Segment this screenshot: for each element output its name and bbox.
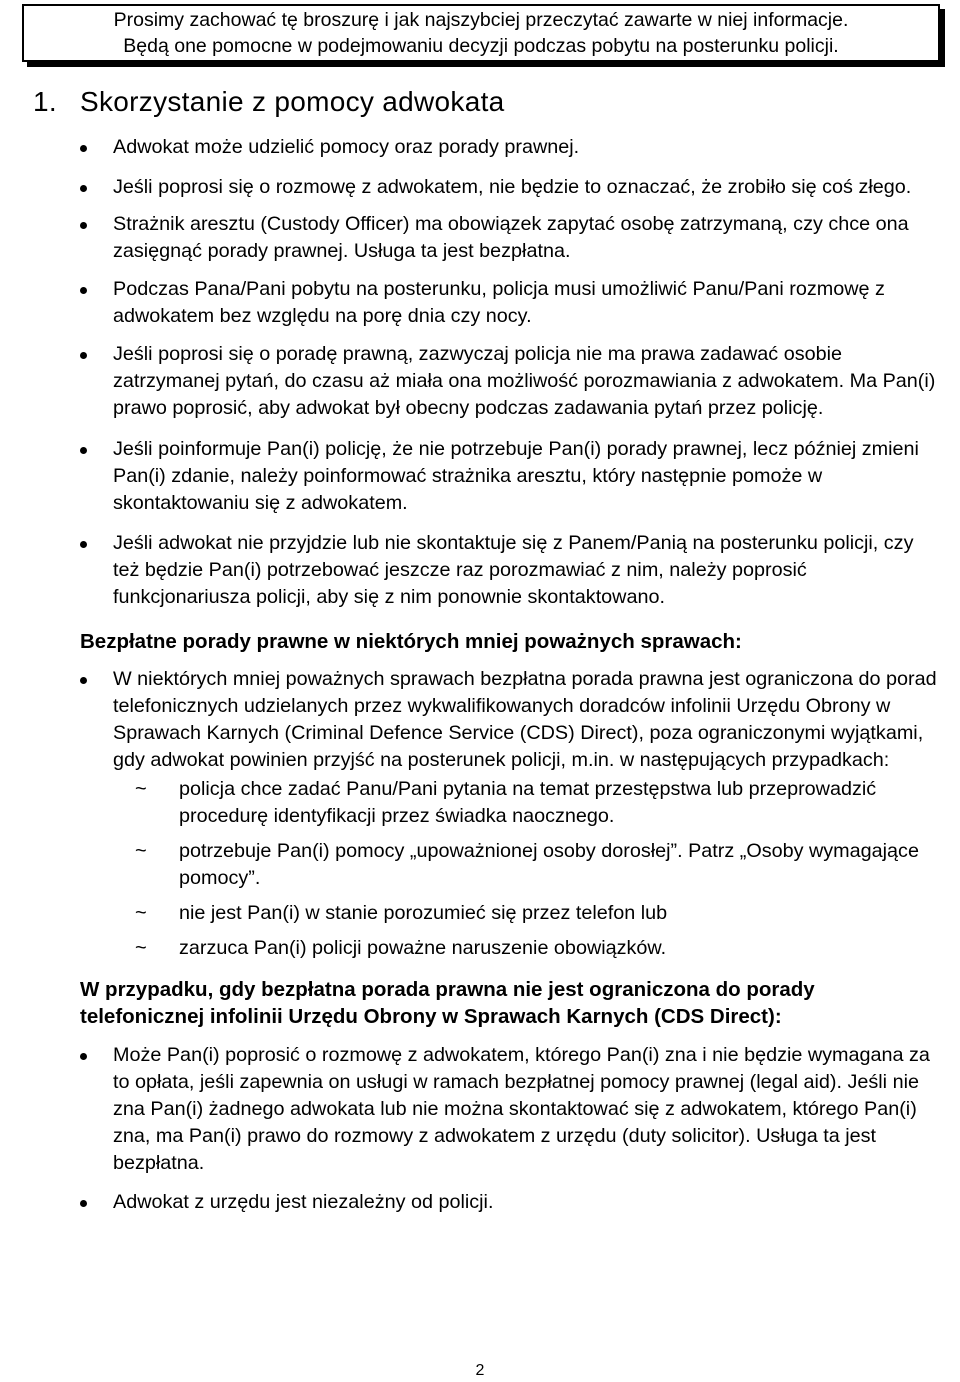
section-3-heading: W przypadku, gdy bezpłatna porada prawna nie jest ograniczona do porady telefonicznej infolinii Urzędu Obrony w Sprawach Karnych (CDS Direct): xyxy=(80,978,815,1028)
bullet-icon xyxy=(80,1200,87,1207)
bullet-icon xyxy=(80,447,87,454)
section-1-heading xyxy=(33,86,505,118)
page-number: 2 xyxy=(475,1362,485,1379)
tilde-bullet-icon: ~ xyxy=(135,902,147,924)
section-3-bullet-list xyxy=(80,1042,940,1216)
bullet-icon xyxy=(80,287,87,294)
bullet-icon xyxy=(80,1053,87,1060)
notice-line-1: Prosimy zachować tę broszurę i jak najszybciej przeczytać zawarte w niej informacje. xyxy=(113,9,849,31)
section-1-bullet-list xyxy=(80,134,940,611)
bullet-icon xyxy=(80,185,87,192)
bullet-icon xyxy=(80,222,87,229)
bullet-icon xyxy=(80,541,87,548)
section-2-bullet-list xyxy=(80,666,940,962)
list-item: ~ potrzebuje Pan(i) pomocy „upoważnionej osoby dorosłej”. Patrz „Osoby wymagające pomocy”. xyxy=(135,840,919,889)
list-item: ~ zarzuca Pan(i) policji poważne naruszenie obowiązków. xyxy=(80,935,940,962)
list-item: Adwokat może udzielić pomocy oraz porady prawnej. xyxy=(80,134,940,161)
bullet-icon xyxy=(80,352,87,359)
list-item: Jeśli adwokat nie przyjdzie lub nie skontaktuje się z Panem/Panią na posterunku policji, czy też będzie Pan(i) potrzebować jeszcze raz porozmawiać z nim, należy poprosić funkcjonariusza policji, aby się z nim ponownie skontaktowano. xyxy=(80,530,940,611)
list-item: Jeśli poprosi się o rozmowę z adwokatem, nie będzie to oznaczać, że zrobiło się coś złego. xyxy=(80,174,940,201)
list-item: Strażnik aresztu (Custody Officer) ma obowiązek zapytać osobę zatrzymaną, czy chce ona zasięgnąć porady prawnej. Usługa ta jest bezpłatna. xyxy=(80,211,940,265)
section-1-title: Skorzystanie z pomocy adwokata xyxy=(80,86,505,117)
bullet-icon xyxy=(80,145,87,152)
list-item: Podczas Pana/Pani pobytu na posterunku, policja musi umożliwić Panu/Pani rozmowę z adwokatem bez względu na porę dnia czy nocy. xyxy=(80,276,940,330)
list-item: Jeśli poinformuje Pan(i) policję, że nie potrzebuje Pan(i) porady prawnej, lecz później zmieni Pan(i) zdanie, należy poinformować strażnika aresztu, który następnie pomoże w skontaktowaniu się z adwokatem. xyxy=(80,436,940,517)
list-item: Jeśli poprosi się o poradę prawną, zazwyczaj policja nie ma prawa zadawać osobie zatrzymanej pytań, do czasu aż miała ona możliwość porozmawiania z adwokatem. Ma Pan(i) prawo poprosić, aby adwokat był obecny podczas zadawania pytań przez policję. xyxy=(80,341,940,422)
section-2-heading: Bezpłatne porady prawne w niektórych mniej poważnych sprawach: xyxy=(80,630,742,653)
section-2-case-list xyxy=(113,776,940,962)
notice-line-2: Będą one pomocne w podejmowaniu decyzji podczas pobytu na posterunku policji. xyxy=(123,35,839,57)
list-item: ~ nie jest Pan(i) w stanie porozumieć się przez telefon lub xyxy=(80,900,940,927)
list-item: Adwokat z urzędu jest niezależny od policji. xyxy=(80,1189,940,1216)
section-1-number: 1. xyxy=(33,86,57,117)
section-2-intro: W niektórych mniej poważnych sprawach bezpłatna porada prawna jest ograniczona do porad telefonicznych udzielanych przez wykwalifikowanych doradców infolinii Urzędu Obrony w Sprawach Karnych (Criminal Defence Service (CDS) Direct), poza ograniczonymi wyjątkami, gdy adwokat powinien przyjść na posterunek policji, m.in. w następujących przypadkach: xyxy=(113,668,937,771)
tilde-bullet-icon: ~ xyxy=(135,778,147,800)
tilde-bullet-icon: ~ xyxy=(135,840,147,862)
tilde-bullet-icon: ~ xyxy=(135,937,147,959)
notice-box xyxy=(22,4,940,62)
list-item: Może Pan(i) poprosić o rozmowę z adwokatem, którego Pan(i) zna i nie będzie wymagana za to opłata, jeśli zapewnia on usługi w ramach bezpłatnej pomocy prawnej (legal aid). Jeśli nie zna Pan(i) żadnego adwokata lub nie można skontaktować się z adwokatem, którego Pan(i) zna, ma Pan(i) prawo do rozmowy z adwokatem z urzędu (duty solicitor). Usługa ta jest bezpłatna. xyxy=(80,1042,940,1177)
bullet-icon xyxy=(80,677,87,684)
list-item: ~ policja chce zadać Panu/Pani pytania na temat przestępstwa lub przeprowadzić procedurę identyfikacji przez świadka naocznego. xyxy=(135,778,877,827)
document-body xyxy=(80,134,940,1216)
list-item xyxy=(80,666,940,962)
